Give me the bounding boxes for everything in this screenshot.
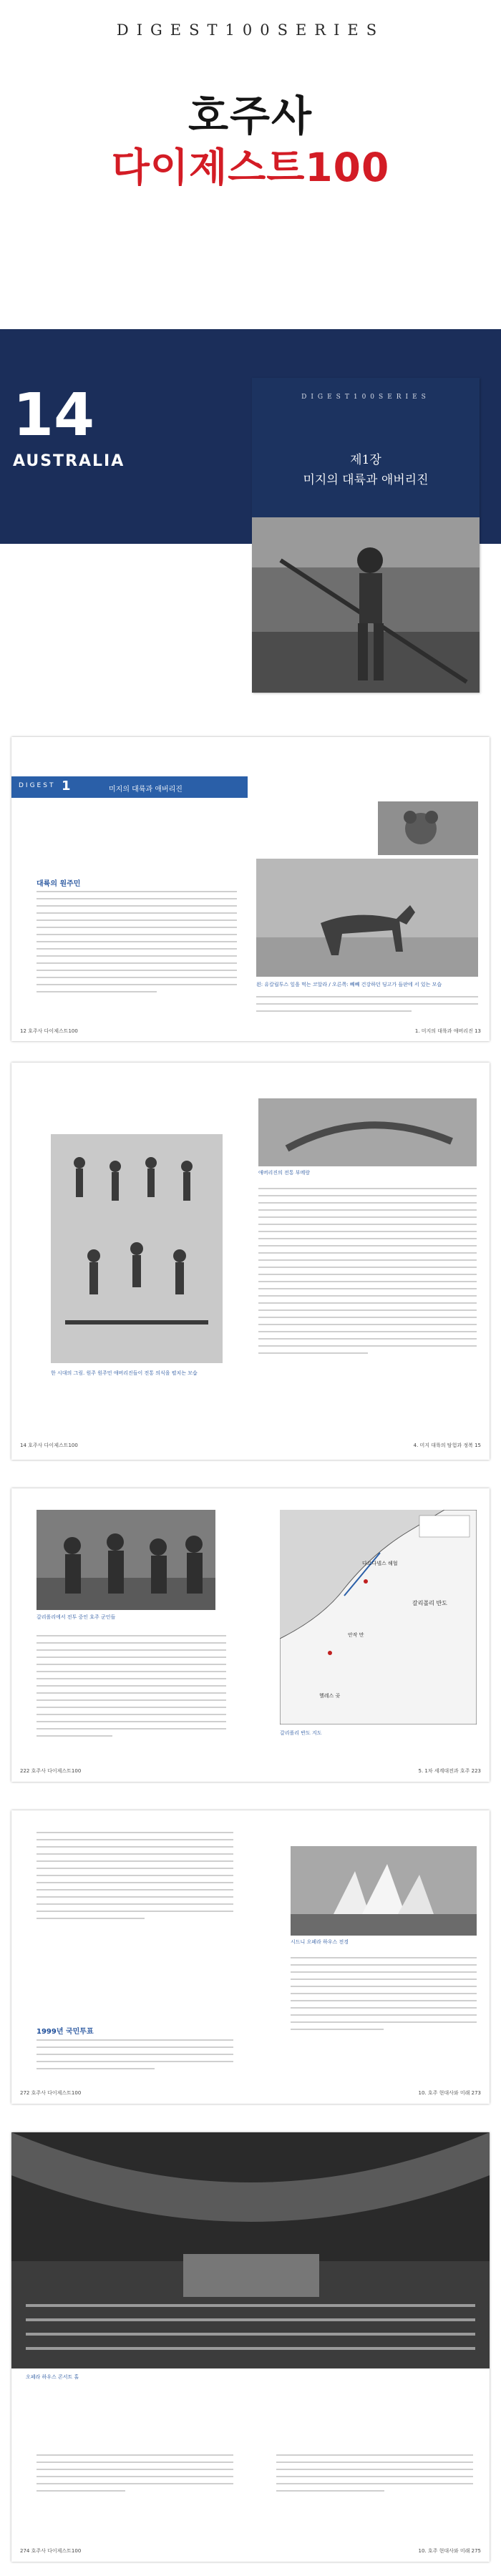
boomerang-caption: 애버리진의 전통 부메랑 — [258, 1170, 311, 1176]
dingo-photo — [256, 859, 478, 977]
folio-right — [418, 1767, 481, 1775]
series-title: DIGEST100SERIES — [116, 21, 385, 39]
page-number: 275 — [471, 2548, 481, 2554]
book-subtitle: 다이제스트100 — [111, 145, 390, 190]
gallipoli-map — [280, 1510, 477, 1724]
map-caption: 갈리폴리 반도 지도 — [280, 1730, 322, 1736]
body-text-left-2 — [37, 2039, 233, 2075]
body-text-right — [276, 2454, 473, 2497]
folio-left — [20, 2547, 81, 2555]
rock-painting-caption: 한 시대의 그림. 원주 원주민 애버리진들이 전통 의식을 펼치는 모습 — [51, 1370, 198, 1376]
concert-hall-photo — [11, 2132, 490, 2368]
page-number: 273 — [471, 2090, 481, 2096]
page-number: 13 — [475, 1028, 481, 1034]
page-spread-1 — [11, 737, 490, 1041]
folio-left — [20, 1767, 81, 1775]
photo-caption: 왼: 유칼립투스 잎을 먹는 코알라 / 오른쪽: 빼빼 건강하던 딩고가 들판에 서 있는 모습 — [256, 982, 442, 987]
soldiers-caption: 갈리폴리에서 전투 중인 호주 군인들 — [37, 1614, 116, 1620]
folio-right — [418, 2089, 481, 2097]
page-spread-2 — [11, 1063, 490, 1460]
section-heading: 대륙의 원주민 — [37, 880, 81, 888]
running-head: 10. 호주 현대사와 미래 — [418, 2090, 470, 2096]
page-number: 12 — [20, 1028, 26, 1034]
body-text-left — [37, 2454, 233, 2497]
body-text-left — [37, 891, 237, 998]
cover-chapter: 제1장 — [350, 453, 381, 467]
header-number: 1 — [62, 779, 71, 794]
page-number: 14 — [20, 1443, 26, 1448]
running-head: 호주사 다이제스트100 — [31, 2090, 82, 2096]
page-number: 272 — [20, 2090, 30, 2096]
folio-right — [418, 2547, 481, 2555]
header-title: 미지의 대륙과 애버리진 — [109, 786, 183, 794]
boomerang-photo — [258, 1098, 477, 1166]
map-label: 헬레스 곶 — [319, 1693, 341, 1699]
folio-right — [415, 1028, 481, 1035]
running-head: 호주사 다이제스트100 — [28, 1028, 78, 1034]
page-number: 15 — [475, 1443, 481, 1448]
body-text-right — [258, 1188, 477, 1360]
running-head: 호주사 다이제스트100 — [31, 2548, 82, 2554]
page-number: 222 — [20, 1768, 30, 1774]
page-number: 274 — [20, 2548, 30, 2554]
header-series: DIGEST — [19, 782, 56, 789]
running-head: 10. 호주 현대사와 미래 — [418, 2548, 470, 2554]
koala-photo — [378, 801, 478, 855]
country-label: AUSTRALIA — [13, 452, 125, 470]
page-spread-5 — [11, 2132, 490, 2562]
concert-hall-caption: 오페라 하우스 콘서트 홀 — [26, 2374, 79, 2380]
opera-house-photo — [291, 1846, 477, 1936]
cover-series: DIGEST100SERIES — [301, 394, 430, 401]
body-text-left — [37, 1635, 226, 1742]
map-label: 안작 만 — [348, 1632, 364, 1638]
folio-left — [20, 1442, 78, 1449]
aboriginal-hunter-photo — [252, 517, 480, 693]
body-text-right — [291, 1957, 477, 2036]
rock-painting-image — [51, 1134, 223, 1363]
map-label: 갈리폴리 반도 — [412, 1600, 447, 1606]
body-text-left — [37, 1832, 233, 1925]
chapter-cover — [252, 378, 480, 693]
folio-left — [20, 2089, 81, 2097]
cover-chapter-title: 미지의 대륙과 애버리진 — [303, 473, 429, 487]
folio-right — [414, 1442, 481, 1449]
running-head: 호주사 다이제스트100 — [31, 1768, 82, 1774]
section-heading: 1999년 국민투표 — [37, 2028, 94, 2036]
running-head: 호주사 다이제스트100 — [28, 1443, 78, 1448]
page-spread-3 — [11, 1488, 490, 1782]
running-head: 5. 1차 세계대전과 호주 — [418, 1768, 470, 1774]
soldiers-photo — [37, 1510, 215, 1610]
series-number: 14 — [13, 381, 95, 449]
map-label: 다르다넬스 해협 — [362, 1561, 398, 1566]
book-title: 호주사 — [188, 92, 313, 140]
running-head: 4. 미지 대륙의 탐험과 정복 — [413, 1443, 473, 1448]
page-number: 223 — [471, 1768, 481, 1774]
page-spread-4 — [11, 1810, 490, 2104]
opera-house-caption: 시드니 오페라 하우스 전경 — [291, 1939, 349, 1945]
body-text-right — [256, 996, 478, 1018]
running-head: 1. 미지의 대륙과 애버리진 — [414, 1028, 473, 1034]
folio-left — [20, 1028, 78, 1035]
